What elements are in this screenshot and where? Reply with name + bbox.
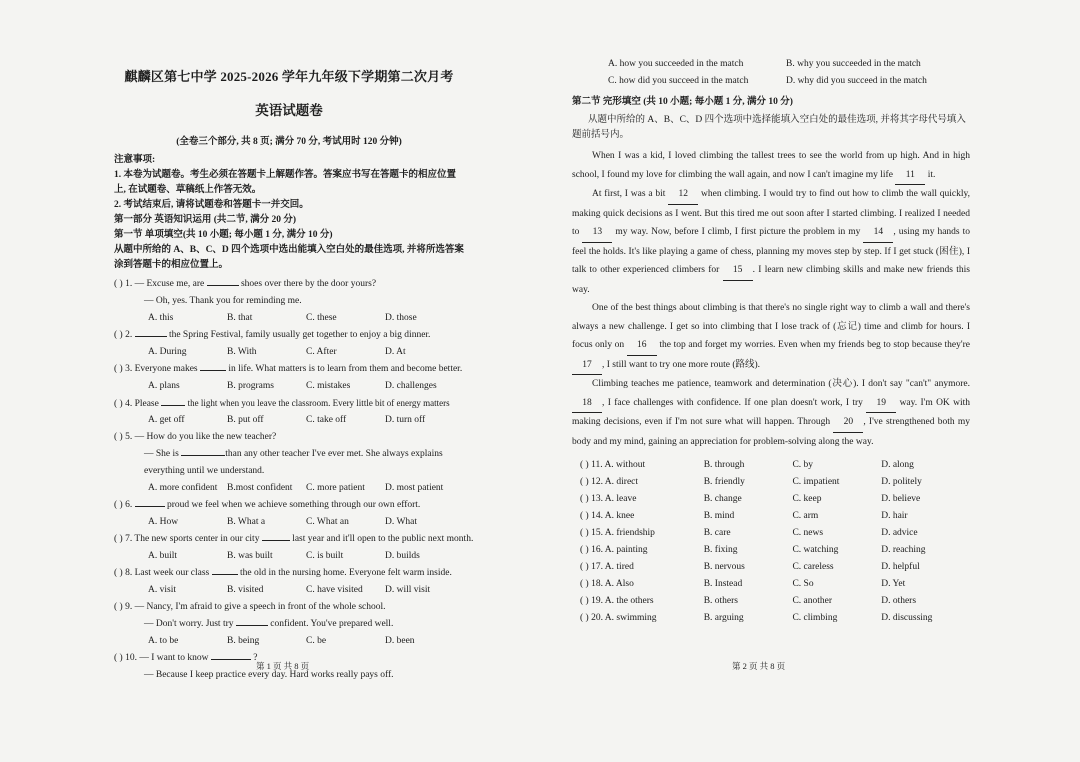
cloze-paragraph-4: Climbing teaches me patience, teamwork and determination (决心). I don't say "can't" anymore. 18 , I face challenges with confidence. If one plan doesn't work, I try 19 way. I'm OK with making decisions, even if I'm not sure what will happen. Through 20 , I've strengthened both my body and my mind, gaining an appreciation for problem-solving along the way. [572,379,971,447]
cloze-paragraph-2: At first, I was a bit 12 when climbing. I would try to find out how to climb the wall quickly, making quick decisions as I went. But this tired me out soon after I started climbing. I realized I needed to 13 my way. Now, before I climb, I first picture the problem in my 14 , using my hands to feel the holds. It's like playing a game of chess, planning my moves step by step. If I get stuck (困住), I talk to other experienced climbers for 15 . I learn new climbing skills and make new friends this way. [572,185,970,299]
question-10-reply: — Because I keep practice every day. Hard works really pays off. [144,670,394,680]
question-5-options: A. more confident B.most confident C. more patient D. most patient [148,483,444,493]
question-5: ( ) 5. — How do you like the new teacher? [114,432,277,442]
cloze-option-row: ( ) 14. A. knee B. mind C. arm D. hair [580,511,908,521]
exam-title: 麒麟区第七中学 2025-2026 学年九年级下学期第二次月考 [124,69,454,84]
question-9-options: A. to be B. being C. be D. been [148,636,415,646]
cloze-options [572,457,970,627]
question-8: ( ) 8. Last week our class the old in the nursing home. Everyone felt warm inside. [114,568,452,578]
exam-subtitle: 英语试题卷 [255,103,323,118]
cloze-option-row: ( ) 19. A. the others B. others C. another D. others [580,596,917,606]
section-1-instruction: 从题中所给的 A、B、C、D 四个选项中选出能填入空白处的最佳选项, 并将所选答案涂到答题卡的相应位置上。 [114,245,464,270]
question-9-reply: — Don't worry. Just try confident. You've prepared well. [144,619,394,629]
question-1-reply: — Oh, yes. Thank you for reminding me. [144,296,302,306]
question-10-options-row1: A. how you succeeded in the match B. why you succeeded in the match [608,59,921,69]
question-10: ( ) 10. — I want to know ? [114,653,258,663]
cloze-option-row: ( ) 16. A. painting B. fixing C. watching D. reaching [580,545,926,555]
cloze-option-row: ( ) 18. A. Also B. Instead C. So D. Yet [580,579,906,589]
section-2-instruction: 从题中所给的 A、B、C、D 四个选项中选择能填入空白处的最佳选项, 并将其字母代号填入题前括号内。 [572,115,966,140]
section-1-heading: 第一节 单项填空(共 10 小题; 每小题 1 分, 满分 10 分) [114,230,333,240]
page-1-footer: 第 1 页 共 8 页 [256,661,310,671]
question-2: ( ) 2. the Spring Festival, family usually get together to enjoy a big dinner. [114,330,431,340]
question-10-options-row2: C. how did you succeed in the match D. why did you succeed in the match [608,76,927,86]
cloze-option-row: ( ) 20. A. swimming B. arguing C. climbing D. discussing [580,613,933,623]
cloze-option-row: ( ) 13. A. leave B. change C. keep D. believe [580,494,921,504]
cloze-option-row: ( ) 12. A. direct B. friendly C. impatient D. politely [580,477,922,487]
notice-2: 2. 考试结束后, 请将试题卷和答题卡一并交回。 [114,200,309,210]
question-2-options: A. During B. With C. After D. At [148,347,406,357]
page-2-footer: 第 2 页 共 8 页 [732,661,786,671]
cloze-option-row: ( ) 11. A. without B. through C. by D. along [580,460,914,470]
question-5-reply-cont: everything until we understand. [144,466,265,476]
question-1-options: A. this B. that C. these D. those [148,313,417,323]
exam-page-2 [540,0,1080,762]
notice-1: 1. 本卷为试题卷。考生必须在答题卡上解题作答。答案应书写在答题卡的相应位置上, 在试题卷、草稿纸上作答无效。 [114,170,457,195]
question-7: ( ) 7. The new sports center in our city last year and it'll open to the public next month. [114,534,474,544]
question-9: ( ) 9. — Nancy, I'm afraid to give a speech in front of the whole school. [114,602,386,612]
cloze-paragraph-1: When I was a kid, I loved climbing the tallest trees to see the world from up high. And in high school, I found my love for climbing the wall again, and now I can't imagine my life 11 it. [572,147,970,185]
question-8-options: A. visit B. visited C. have visited D. will visit [148,585,431,595]
cloze-paragraph-3: One of the best things about climbing is that there's no single right way to climb a wall and there's always a new challenge. I get so into climbing that I lose track of (忘记) time and climb for hours. I focus only on 16 the top and forget my worries. Even when my friends beg to stop because they're 17 , I still want to try one more route (路线). [572,299,970,375]
question-4-options: A. get off B. put off C. take off D. turn off [148,415,426,425]
question-6-options: A. How B. What a C. What an D. What [148,517,418,527]
question-6: ( ) 6. proud we feel when we achieve something through our own effort. [114,500,421,510]
part-1-heading: 第一部分 英语知识运用 (共二节, 满分 20 分) [114,215,297,225]
cloze-option-row: ( ) 15. A. friendship B. care C. news D. advice [580,528,918,538]
question-5-reply: — She is than any other teacher I've ever met. She always explains [144,449,443,459]
question-4: ( ) 4. Please the light when you leave the classroom. Every little bit of energy matters [114,398,450,409]
question-1: ( ) 1. — Excuse me, are shoes over there by the door yours? [114,279,377,289]
notice-heading: 注意事项: [114,155,156,165]
question-7-options: A. built B. was built C. is built D. builds [148,551,420,561]
question-3: ( ) 3. Everyone makes in life. What matters is to learn from them and become better. [114,364,463,374]
cloze-option-row: ( ) 17. A. tired B. nervous C. careless D. helpful [580,562,920,572]
section-2-heading: 第二节 完形填空 (共 10 小题; 每小题 1 分, 满分 10 分) [572,97,793,107]
question-3-options: A. plans B. programs C. mistakes D. challenges [148,381,437,391]
exam-info: (全卷三个部分, 共 8 页; 满分 70 分, 考试用时 120 分钟) [176,137,402,147]
